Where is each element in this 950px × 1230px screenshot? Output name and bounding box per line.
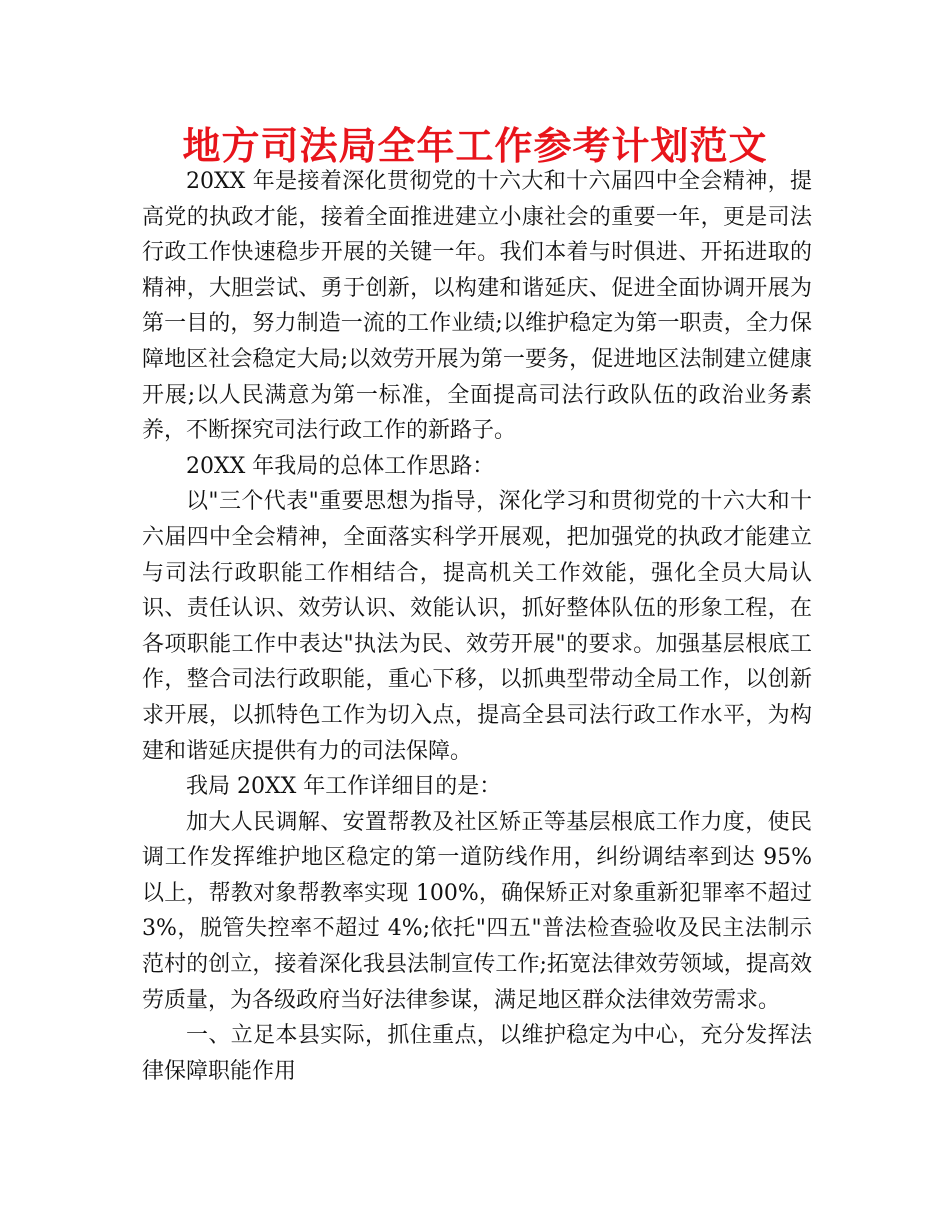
paragraph-intro: 20XX 年是接着深化贯彻党的十六大和十六届四中全会精神，提高党的执政才能，接着全面推进建立小康社会的重要一年，更是司法行政工作快速稳步开展的关键一年。我们本着与时俱进、开拓进取的精神，大胆尝试、勇于创新，以构建和谐延庆、促进全面协调开展为第一目的，努力制造一流的工作业绩;以维护稳定为第一职责，全力保障地区社会稳定大局;以效劳开展为第一要务，促进地区法制建立健康开展;以人民满意为第一标准，全面提高司法行政队伍的政治业务素养，不断探究司法行政工作的新路子。 [142,169,812,444]
document-title: 地方司法局全年工作参考计划范文 [182,124,768,168]
section-heading-one: 一、立足本县实际，抓住重点，以维护稳定为中心，充分发挥法律保障职能作用 [142,1023,812,1084]
paragraph-overall-approach-heading: 20XX 年我局的总体工作思路： [186,453,495,479]
paragraph-overall-approach: 以"三个代表"重要思想为指导，深化学习和贯彻党的十六大和十六届四中全会精神，全面落实科学开展观，把加强党的执政才能建立与司法行政职能工作相结合，提高机关工作效能，强化全员大局认识、责任认识、效劳认识、效能认识，抓好整体队伍的形象工程，在各项职能工作中表达"执法为民、效劳开展"的要求。加强基层根底工作，整合司法行政职能，重心下移，以抓典型带动全局工作，以创新求开展，以抓特色工作为切入点，提高全县司法行政工作水平，为构建和谐延庆提供有力的司法保障。 [142,489,812,764]
document-body [142,164,812,1089]
paragraph-specific-goals-heading: 我局 20XX 年工作详细目的是： [186,774,502,800]
paragraph-specific-goals: 加大人民调解、安置帮教及社区矫正等基层根底工作力度，使民调工作发挥维护地区稳定的第一道防线作用，纠纷调结率到达 95%以上，帮教对象帮教率实现 100%，确保矫正对象重新犯罪率不超过 3%，脱管失控率不超过 4%;依托"四五"普法检查验收及民主法制示范村的创立，接着深化我县法制宣传工作;拓宽法律效劳领域，提高效劳质量，为各级政府当好法律参谋，满足地区群众法律效劳需求。 [142,809,812,1013]
